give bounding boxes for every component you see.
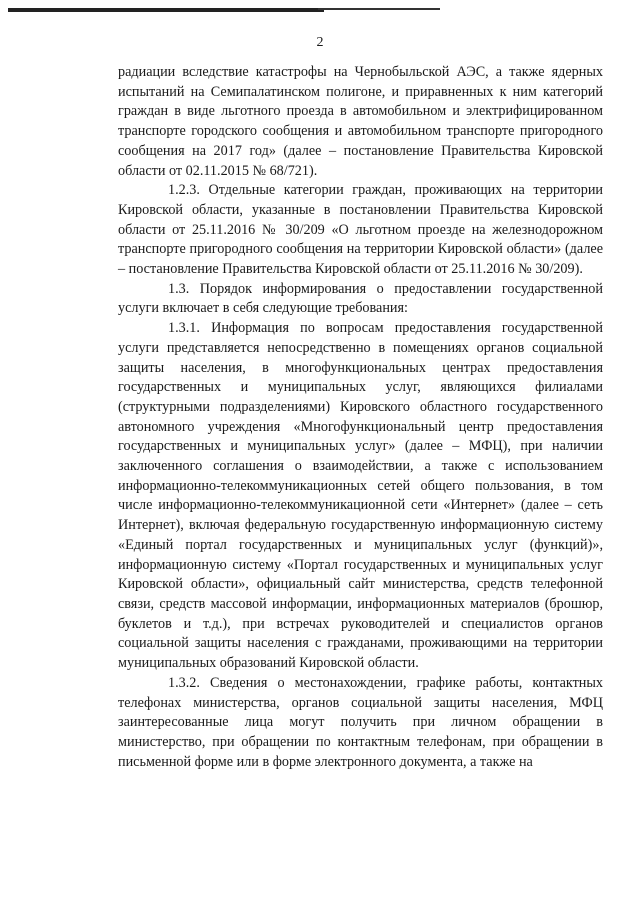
document-body <box>118 63 603 772</box>
paragraph-continuation: радиации вследствие катастрофы на Чернобыльской АЭС, а также ядерных испытаний на Семипалатинском полигоне, и приравненных к ним категорий граждан в виде льготного проезда в автомобильном и электрифицированном транспорте городского сообщения и автомобильном транспорте пригородного сообщения на 2017 год» (далее – постановление Правительства Кировской области от 02.11.2015 № 68/721). <box>118 64 603 179</box>
scan-edge-mark <box>8 8 324 12</box>
paragraph-1-3-1: 1.3.1. Информация по вопросам предоставления государственной услуги представляется непосредственно в помещениях органов социальной защиты населения, в многофункциональных центрах предоставления государственных и муниципальных услуг, являющихся филиалами (структурными подразделениями) Кировского областного государственного автономного учреждения «Многофункциональный центр предоставления государственных и муниципальных услуг» (далее – МФЦ), при наличии заключенного соглашения о взаимодействии, а также с использованием информационно-телекоммуникационных сетей общего пользования, в том числе информационно-телекоммуникационной сети «Интернет» (далее – сеть Интернет), включая федеральную государственную информационную систему «Единый портал государственных и муниципальных услуг (функций)», информационную систему «Портал государственных и муниципальных услуг Кировской области», официальный сайт министерства, средств телефонной связи, средств массовой информации, информационных материалов (брошюр, буклетов и т.д.), при встречах руководителей и специалистов органов социальной защиты населения с гражданами, проживающими на территории муниципальных образований Кировской области. <box>118 320 603 672</box>
paragraph-1-3-2: 1.3.2. Сведения о местонахождении, графике работы, контактных телефонах министерства, органов социальной защиты населения, МФЦ заинтересованные лица могут получить при личном обращении в министерство, при обращении по контактным телефонам, при обращении в письменной форме или в форме электронного документа, а также на <box>118 674 603 770</box>
page-number: 2 <box>316 35 324 50</box>
paragraph-1-3: 1.3. Порядок информирования о предоставлении государственной услуги включает в себя следующие требования: <box>118 280 603 317</box>
scan-edge-mark-tail <box>318 8 440 10</box>
paragraph-1-2-3: 1.2.3. Отдельные категории граждан, проживающих на территории Кировской области, указанные в постановлении Правительства Кировской области от 25.11.2016 № 30/209 «О льготном проезде на железнодорожном транспорте пригородного сообщения на территории Кировской области» (далее – постановление Правительства Кировской области от 25.11.2016 № 30/209). <box>118 182 603 278</box>
